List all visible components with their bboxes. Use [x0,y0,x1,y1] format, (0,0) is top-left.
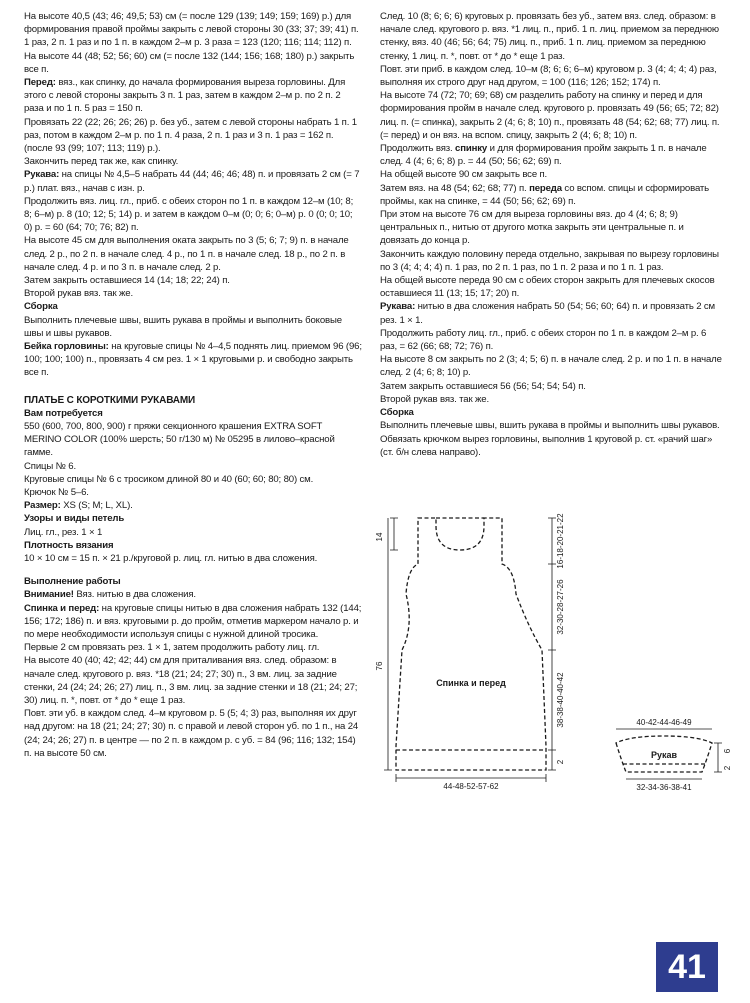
dim-sleeve-top-label: 40-42-44-46-49 [636,718,692,727]
section-heading: Узоры и виды петель [24,513,125,525]
pattern-diagram [368,496,750,826]
paragraph: Продолжить вяз. лиц. гл., приб. с обеих сторон по 1 п. в каждом 12–м (10; 8; 8; 6–м) р. 8 (10; 12; 5; 14) р. и затем в каждом 0–м (0; 0; 6; 0–м) р. 0 (0; 0; 10; 0) р. = 60 (64; 70; 76; 82) п. [24,195,354,234]
paragraph [380,142,722,168]
term: Размер: [24,500,61,512]
paragraph: 550 (600, 700, 800, 900) г пряжи секционного крашения EXTRA SOFT MERINO COLOR (100% шерсть; 50 г/130 м) № 05295 в лилово–красной гамме. [24,420,335,459]
dim-height-line [384,518,392,770]
paragraph: Выполнить плечевые швы, вшить рукава в проймы и выполнить боковые швы и швы рукавов. [24,314,342,339]
section-heading: Сборка [24,301,58,313]
text: на круговые спицы № 4–4,5 поднять лиц. приемом 96 (96; 100; 100; 100) п., провязать 4 см рез. 1 × 1 круговыми р. и свободно закрыть все п. [24,341,362,379]
paragraph: На общей высоте переда 90 см с обеих сторон закрыть для плечевых скосов оставшиеся 11 (13; 15; 17; 20) п. [380,275,715,300]
dim-rib-line [548,750,556,770]
dim-armhole-line [548,518,556,564]
dim-bottom-label: 44-48-52-57-62 [443,782,499,791]
paragraph: Затем закрыть оставшиеся 14 (14; 18; 22; 24) п. [24,275,230,287]
paragraph [24,76,362,116]
paragraph: Повт. эти уб. в каждом след. 4–м круговом р. 5 (5; 4; 3) раз, выполняя их друг над другом: на 18 (21; 24; 27; 30) п. с правой и левой сторон уб. по 1 п., на 24 (24; 24; 26; 27) п. в центре — по 2 п. в каждом р. с уб. = 84 (96; 116; 132; 154) п. на высоте 50 см. [24,708,359,759]
section-heading: Выполнение работы [24,576,121,588]
dim-armhole-label: 16-18-20-21-22 [556,513,565,569]
body-title: Спинка и перед [436,678,506,688]
paragraph: Второй рукав вяз. так же. [380,393,489,405]
dim-sleeve-rib-label: 2 [723,765,732,771]
paragraph [24,168,362,194]
paragraph [24,602,362,642]
paragraph [24,340,362,380]
paragraph: Продолжить работу лиц. гл., приб. с обеих сторон по 1 п. в каждом 2–м р. 6 раз, = 62 (66; 68; 72; 76) п. [380,327,707,353]
paragraph: Первые 2 см провязать рез. 1 × 1, затем продолжить работу лиц. гл. [24,642,320,654]
paragraph: Крючок № 5–6. [24,486,89,498]
dim-rib-label: 2 [556,759,565,765]
text: со вспом. спицы и сформировать проймы, как на спинке, = 44 (50; 56; 62; 69) п. [380,182,710,207]
dim-hip-line [548,650,556,750]
paragraph: Провязать 22 (22; 26; 26; 26) р. без уб., затем с левой стороны набрать 1 п. 1 раз, потом в каждом 2–м р. по 1 п. 4 раза, 2 п. 1 раз и 3 п. 1 раз = 162 п. (после 93 (99; 107; 113; 119) р.). [24,116,357,155]
dim-upper-label: 32-30-28-27-26 [556,579,565,635]
paragraph: Круговые спицы № 6 с тросиком длиной 80 и 40 (60; 60; 80; 80) см. [24,473,314,485]
paragraph: Спицы № 6. [24,460,76,472]
text: вяз., как спинку, до начала формирования выреза горловины. Для этого с левой стороны закрыть 3 п. 1 раз, затем в каждом 2–м р. по 2 п. 2 раза и по 1 п. 5 раз = 150 п. [24,77,346,115]
paragraph [24,499,362,512]
term: Перед: [24,77,56,89]
right-column [380,10,722,459]
dim-sleeve-height-line [714,743,722,772]
page-number: 41 [656,942,718,992]
paragraph: След. 10 (8; 6; 6; 6) круговых р. провязать без уб., затем вяз. след. образом: в начале след. кругового р. вяз. *1 лиц. п., приб. 1 п. лиц. приемом за переднюю стенку, вяз. 40 (46; 56; 64; 75) лиц. п., приб. 1 п. лиц. приемом за переднюю стенку, 1 лиц. п. *, повт. от * до * еще 1 раз. [380,11,719,62]
dim-sleeve-bottom-label: 32-34-36-38-41 [636,783,692,792]
term: Рукава: [24,169,60,181]
left-column [24,10,362,760]
paragraph: Затем закрыть оставшиеся 56 (56; 54; 54; 54) п. [380,380,586,392]
text: нитью в два сложения набрать 50 (54; 56; 60; 64) п. и провязать 2 см рез. 1 × 1. [380,301,715,326]
section-heading: Вам потребуется [24,407,103,419]
text: XS (S; M; L, XL). [60,500,133,512]
text: Продолжить вяз. [380,143,456,155]
term: переда [529,182,562,194]
paragraph: Второй рукав вяз. так же. [24,288,133,300]
dim-hip-label: 38-38-40-40-42 [556,672,565,728]
paragraph: На высоте 40,5 (43; 46; 49,5; 53) см (= после 129 (139; 149; 159; 169) р.) для формирования правой проймы закрыть с левой стороны 30 (33; 37; 39; 41) п. 1 раз, 2 п. 1 раз и по 1 п. в каждом 2–м р. 3 раза = 123 (120; 116; 114; 112) п. [24,11,359,49]
dim-sleeve-height-label: 6 [723,748,732,754]
text: на круговые спицы нитью в два сложения набрать 132 (144; 156; 172; 186) п. и вяз. круговыми р. до пройм, отметив маркером начало р. и по мере необходимости используя спицы с нужной длиной тросика. [24,602,362,640]
paragraph [24,588,362,601]
paragraph: На высоте 74 (72; 70; 69; 68) см разделить работу на спинку и перед и для формирования пройм в начале след. кругового р. провязать 49 (56; 65; 72; 82) лиц. п. (= спинка), закрыть 2 (4; 6; 8; 10) п., провязать 48 (54; 62; 68; 77) лиц. п. (= перед) и он вяз. на вспом. спицу, закрыть 2 (4; 6; 8; 10) п. [380,90,720,141]
text: Вяз. нитью в два сложения. [73,589,196,601]
paragraph: На высоте 40 (40; 42; 42; 44) см для приталивания вяз. след. образом: в начале след. кругового р. вяз. *18 (21; 24; 27; 30) п., 3 вм. лиц. за задние стенки, 24 (24; 24; 26; 27) лиц. п., 3 вм. лиц. за задние стенки и 18 (21; 24; 27; 30) лиц. п. *, повт. от * до * еще 1 раз. [24,655,358,706]
term: спинку [455,143,488,155]
paragraph: На высоте 8 см закрыть по 2 (3; 4; 5; 6) п. в начале след. 2 р. и по 1 п. в начале след. 2 (4; 6; 8; 10) р. [380,354,722,379]
section-heading: Плотность вязания [24,539,114,551]
paragraph [380,182,722,208]
paragraph: При этом на высоте 76 см для выреза горловины вяз. до 4 (4; 6; 8; 9) центральных п., нитью от другого мотка закрыть эти центральные п. и довязать до конца р. [380,209,684,247]
text: Затем вяз. на 48 (54; 62; 68; 77) п. [380,182,530,194]
dim-upper-line [548,564,556,650]
paragraph: На высоте 44 (48; 52; 56; 60) см (= после 132 (144; 156; 168; 180) р.) закрыть все п. [24,50,355,75]
term: Бейка горловины: [24,341,109,353]
text: на спицы № 4,5–5 набрать 44 (44; 46; 46; 48) п. и провязать 2 см (= 7 р.) плат. вяз., начав с изн. р. [24,169,360,194]
pattern-diagram-svg [368,496,750,826]
dim-neck-line [390,518,398,550]
dim-neck-label: 14 [375,532,384,542]
text: и для формирования пройм закрыть 1 п. в начале след. 4 (4; 6; 6; 8) р. = 44 (50; 56; 62; 69) п. [380,143,707,168]
section-heading: Сборка [380,407,414,419]
paragraph: На общей высоте 90 см закрыть все п. [380,169,548,181]
term: Внимание! [24,589,74,601]
term: Рукава: [380,301,416,313]
dim-bottom-line [396,774,546,782]
body-outline [396,518,546,770]
paragraph: Обвязать крючком вырез горловины, выполнив 1 круговой р. ст. «рачий шаг» (ст. б/н слева направо). [380,433,713,458]
term: Спинка и перед: [24,602,100,614]
paragraph [380,300,722,326]
paragraph: На высоте 45 см для выполнения оката закрыть по 3 (5; 6; 7; 9) п. в начале след. 2 р., по 2 п. в начале след. 4 р., по 1 п. в начале след. 18 р., по 2 п. в начале след. 4 р. и по 3 п. в начале след. 2 р. [24,235,349,273]
sleeve-title: Рукав [650,750,678,760]
paragraph: Повт. эти приб. в каждом след. 10–м (8; 6; 6; 6–м) круговом р. 3 (4; 4; 4; 4) раз, выполняя их строго друг над другом, = 100 (116; 126; 152; 174) п. [380,63,717,89]
paragraph: Закончить каждую половину переда отдельно, закрывая по вырезу горловины по 3 (4; 4; 4; 4) п. 1 раз, по 2 п. 1 раз, по 1 п. 2 раза и по 1 п. 1 раз. [380,248,719,273]
dim-height-label: 76 [375,661,384,671]
article-title: ПЛАТЬЕ С КОРОТКИМИ РУКАВАМИ [24,394,196,406]
paragraph: Лиц. гл., рез. 1 × 1 [24,526,103,538]
paragraph: 10 × 10 см = 15 п. × 21 р./круговой р. лиц. гл. нитью в два сложения. [24,552,318,564]
paragraph: Закончить перед так же, как спинку. [24,156,179,168]
paragraph: Выполнить плечевые швы, вшить рукава в проймы и выполнить швы рукавов. [380,420,720,432]
